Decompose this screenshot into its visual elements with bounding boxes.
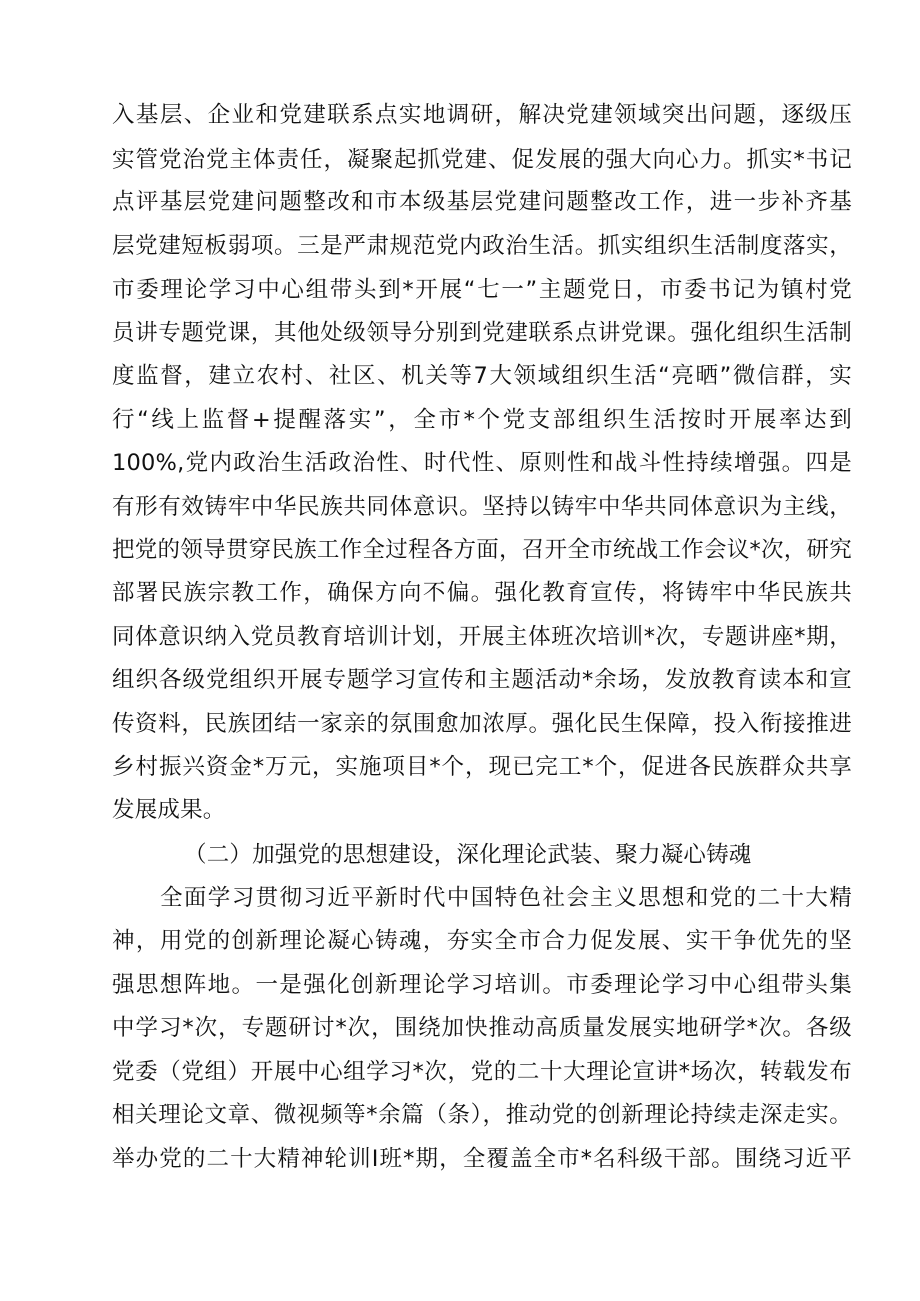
text-line: 神，用党的创新理论凝心铸魂，夯实全市合力促发展、实干争优先的坚	[112, 928, 852, 954]
text-line: 强思想阵地。一是强化创新理论学习培训。市委理论学习中心组带头集	[112, 972, 852, 998]
text-line: 发展成果。	[112, 797, 226, 823]
section-heading: （二）加强党的思想建设，深化理论武装、聚力凝心铸魂	[184, 842, 752, 868]
text-line: 传资料，民族团结一家亲的氛围愈加浓厚。强化民生保障，投入衔接推进	[112, 711, 852, 737]
text-line: 举办党的二十大精神轮训I班*期，全覆盖全市*名科级干部。围绕习近平	[112, 1146, 852, 1172]
text-line: 党委（党组）开展中心组学习*次，党的二十大理论宣讲*场次，转载发布	[112, 1059, 852, 1085]
text-line: 组织各级党组织开展专题学习宣传和主题活动*余场，发放教育读本和宣	[112, 667, 852, 693]
text-line: 员讲专题党课，其他处级领导分别到党建联系点讲党课。强化组织生活制	[112, 320, 852, 346]
text-line: 中学习*次，专题研讨*次，围绕加快推动高质量发展实地研学*次。各级	[112, 1015, 852, 1041]
text-line: 全面学习贯彻习近平新时代中国特色社会主义思想和党的二十大精	[160, 885, 852, 911]
text-line: 同体意识纳入党员教育培训计划，开展主体班次培训*次，专题讲座*期，	[112, 624, 852, 650]
text-line: 部署民族宗教工作，确保方向不偏。强化教育宣传，将铸牢中华民族共	[112, 580, 852, 606]
text-line: 入基层、企业和党建联系点实地调研，解决党建领域突出问题，逐级压	[112, 102, 852, 128]
text-line: 度监督，建立农村、社区、机关等7大领域组织生活“亮晒”微信群，实	[112, 363, 852, 389]
text-line: 点评基层党建问题整改和市本级基层党建问题整改工作，进一步补齐基	[112, 189, 852, 215]
text-line: 有形有效铸牢中华民族共同体意识。坚持以铸牢中华共同体意识为主线，	[112, 494, 852, 520]
text-line: 实管党治党主体责任，凝聚起抓党建、促发展的强大向心力。抓实*书记	[112, 147, 852, 173]
text-line: 行“线上监督+提醒落实”，全市*个党支部组织生活按时开展率达到	[112, 407, 852, 433]
text-line: 市委理论学习中心组带头到*开展“七一”主题党日，市委书记为镇村党	[112, 277, 852, 303]
text-line: 层党建短板弱项。三是严肃规范党内政治生活。抓实组织生活制度落实，	[112, 233, 852, 259]
text-line: 乡村振兴资金*万元，实施项目*个，现已完工*个，促进各民族群众共享	[112, 754, 852, 780]
text-line: 把党的领导贯穿民族工作全过程各方面，召开全市统战工作会议*次，研究	[112, 537, 852, 563]
text-line: 100%,党内政治生活政治性、时代性、原则性和战斗性持续增强。四是	[112, 450, 852, 476]
text-line: 相关理论文章、微视频等*余篇（条），推动党的创新理论持续走深走实。	[112, 1102, 852, 1128]
